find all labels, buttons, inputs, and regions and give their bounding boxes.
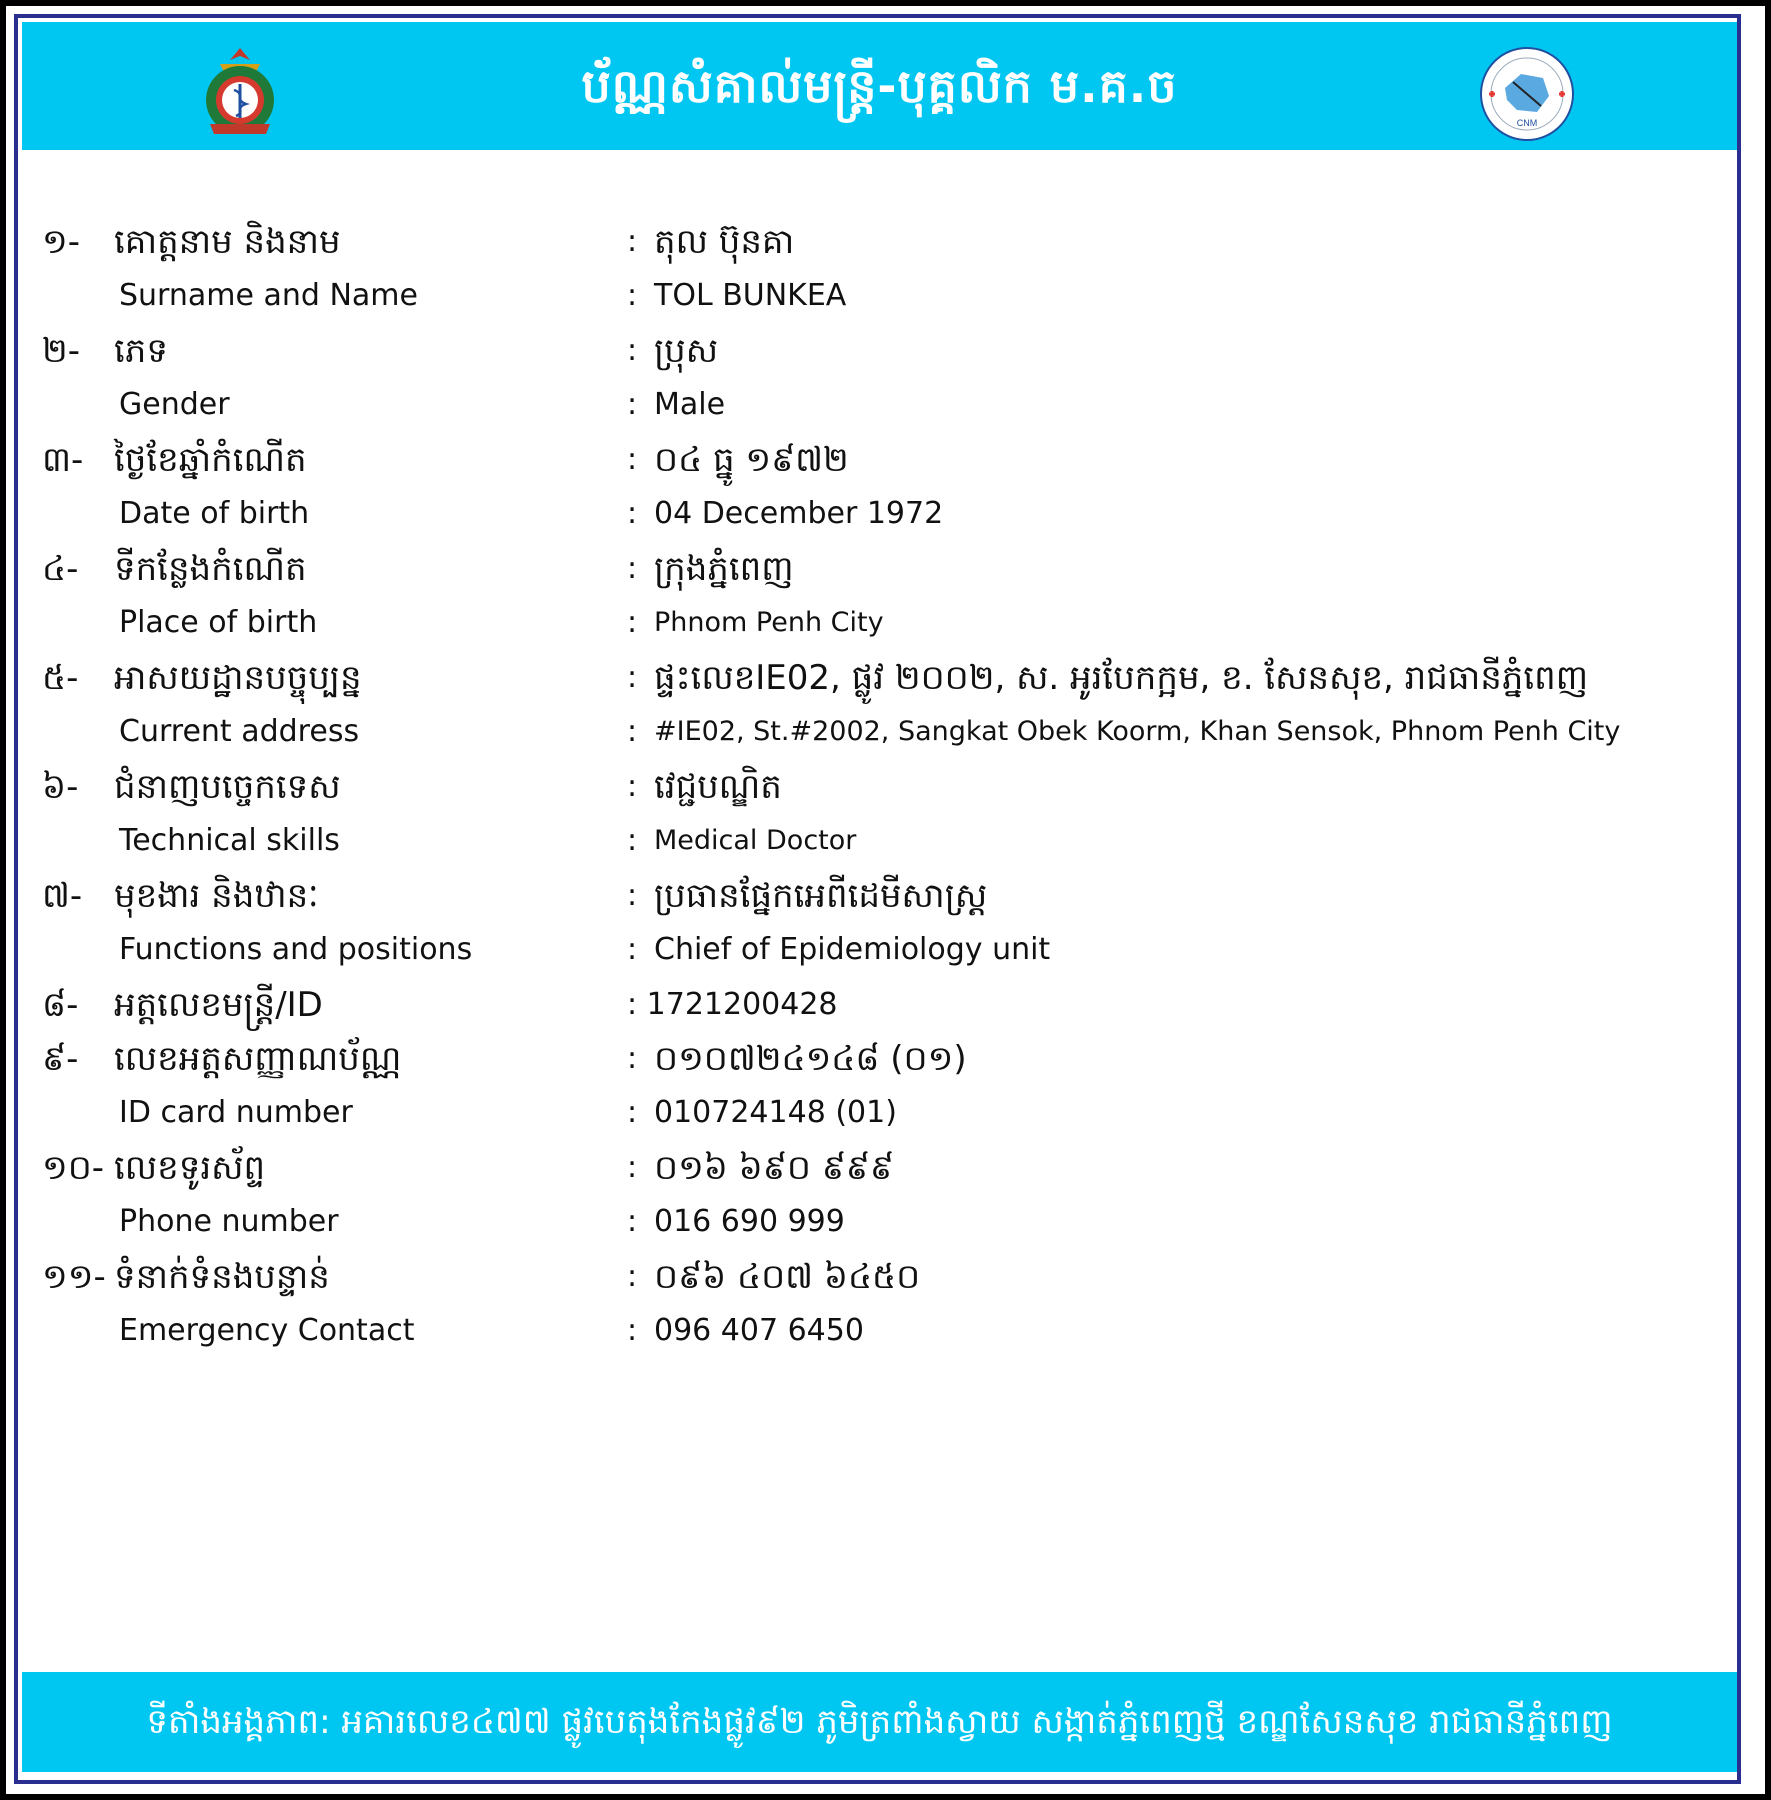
field-value-id: : 1721200428	[627, 987, 838, 1022]
field-number: ១០-	[42, 1148, 105, 1188]
field-colon: :	[627, 442, 638, 477]
footer-band	[22, 1672, 1737, 1772]
field-label-km: អត្តលេខមន្ត្រី/ID	[114, 985, 323, 1025]
field-row-en	[18, 1306, 1745, 1356]
field-colon: :	[627, 551, 638, 586]
field-value-en: 04 December 1972	[654, 496, 944, 531]
field-value-en: Male	[654, 387, 726, 422]
field-label-en: Gender	[119, 387, 230, 422]
field-row-en	[18, 271, 1745, 321]
field-colon: :	[627, 1313, 638, 1348]
field-number: ៩-	[42, 1039, 79, 1079]
field-value-km: ០១០៧២៤១៤៨ (០១)	[654, 1039, 967, 1079]
field-value-en: 016 690 999	[654, 1204, 845, 1239]
field-row-en	[18, 598, 1745, 648]
field-value-km: ប្រុស	[654, 331, 719, 371]
field-row-km	[18, 871, 1745, 921]
field-row-km	[18, 980, 1745, 1030]
field-row-en	[18, 816, 1745, 866]
field-label-en: Technical skills	[119, 823, 340, 858]
field-label-km: ថ្ងៃខែឆ្នាំកំណើត	[114, 440, 307, 480]
field-number: ១១-	[42, 1257, 106, 1297]
field-number: ៥-	[42, 658, 79, 698]
field-number: ៦-	[42, 767, 79, 807]
field-label-km: អាសយដ្ឋានបច្ចុប្បន្ន	[114, 658, 362, 698]
field-colon: :	[627, 496, 638, 531]
field-label-en: Emergency Contact	[119, 1313, 415, 1348]
field-label-en: Date of birth	[119, 496, 310, 531]
field-label-en: Functions and positions	[119, 932, 473, 967]
field-number: ៨-	[42, 985, 79, 1025]
field-row-km	[18, 217, 1745, 267]
field-number: ២-	[42, 331, 81, 371]
field-number: ៤-	[42, 549, 79, 589]
field-colon: :	[627, 932, 638, 967]
field-value-en: Medical Doctor	[654, 825, 857, 856]
card-title: ប័ណ្ណសំគាល់មន្ត្រី-បុគ្គលិក ម.គ.ច	[581, 59, 1178, 113]
ministry-emblem-icon	[190, 42, 290, 142]
field-colon: :	[627, 714, 638, 749]
field-row-en	[18, 489, 1745, 539]
field-colon: :	[627, 224, 638, 259]
field-label-km: ទីកន្លែងកំណើត	[114, 549, 307, 589]
field-colon: :	[627, 1259, 638, 1294]
field-value-km: ផ្ទះលេខIE02, ផ្លូវ ២០០២, ស. អូរបែកក្អម, ខ. សែនសុខ, រាជធានីភ្នំពេញ	[654, 658, 1589, 698]
field-row-en	[18, 1197, 1745, 1247]
field-row-km	[18, 435, 1745, 485]
field-label-km: លេខអត្តសញ្ញាណប័ណ្ណ	[114, 1039, 402, 1079]
field-row-en	[18, 380, 1745, 430]
field-number: ១-	[42, 222, 81, 262]
field-label-en: Place of birth	[119, 605, 318, 640]
field-colon: :	[627, 278, 638, 313]
field-value-km: ក្រុងភ្នំពេញ	[654, 549, 794, 589]
field-label-km: ជំនាញបច្ចេកទេស	[114, 767, 341, 807]
unit-address: ទីតាំងអង្គភាព: អគារលេខ៤៧៧ ផ្លូវបេតុងកែងផ្លូវ៩២ ភូមិត្រពាំងស្វាយ សង្កាត់ភ្នំពេញថ្មី ខណ្ឌសែនសុខ រាជធានីភ្នំពេញ	[146, 1702, 1613, 1742]
field-value-en: Phnom Penh City	[654, 607, 884, 638]
field-row-en	[18, 925, 1745, 975]
field-row-km	[18, 653, 1745, 703]
field-label-en: ID card number	[119, 1095, 353, 1130]
field-colon: :	[627, 1041, 638, 1076]
field-colon: :	[627, 823, 638, 858]
field-value-km: ០១៦ ៦៩០ ៩៩៩	[654, 1148, 894, 1188]
field-label-en: Phone number	[119, 1204, 339, 1239]
field-row-km	[18, 544, 1745, 594]
field-label-km: ទំនាក់ទំនងបន្ទាន់	[114, 1257, 330, 1297]
id-card	[14, 14, 1741, 1784]
field-row-en	[18, 1088, 1745, 1138]
field-value-km: វេជ្ជបណ្ឌិត	[654, 767, 782, 807]
cnm-logo-text: CNM	[1516, 118, 1538, 128]
field-value-en: 096 407 6450	[654, 1313, 864, 1348]
field-colon: :	[627, 660, 638, 695]
field-value-en: Chief of Epidemiology unit	[654, 932, 1051, 967]
field-colon: :	[627, 387, 638, 422]
field-colon: :	[627, 605, 638, 640]
field-colon: :	[627, 769, 638, 804]
header-band	[22, 22, 1737, 150]
field-label-en: Current address	[119, 714, 360, 749]
field-row-km	[18, 1143, 1745, 1193]
field-label-km: មុខងារ និងឋានៈ	[114, 876, 319, 916]
cnm-emblem-icon	[1477, 44, 1577, 144]
field-value-km: ០៤ ធ្នូ ១៩៧២	[654, 440, 849, 480]
field-colon: :	[627, 1095, 638, 1130]
field-label-km: គោត្តនាម និងនាម	[114, 222, 341, 262]
field-label-en: Surname and Name	[119, 278, 418, 313]
field-number: ៣-	[42, 440, 84, 480]
field-label-km: ភេទ	[114, 331, 168, 371]
field-value-km: ប្រធានផ្នែកអេពីដេមីសាស្ត្រ	[654, 876, 988, 916]
field-colon: :	[627, 1150, 638, 1185]
field-value-km: ០៩៦ ៤០៧ ៦៤៥០	[654, 1257, 921, 1297]
field-value-en: 010724148 (01)	[654, 1095, 897, 1130]
field-row-en	[18, 707, 1745, 757]
field-value-en: TOL BUNKEA	[654, 278, 847, 313]
field-colon: :	[627, 1204, 638, 1239]
field-row-km	[18, 1252, 1745, 1302]
field-row-km	[18, 762, 1745, 812]
field-row-km	[18, 1034, 1745, 1084]
field-number: ៧-	[42, 876, 83, 916]
field-colon: :	[627, 333, 638, 368]
field-colon: :	[627, 878, 638, 913]
field-value-km: តុល ប៊ុនគា	[654, 222, 795, 262]
field-row-km	[18, 326, 1745, 376]
field-label-km: លេខទូរស័ព្ទ	[114, 1148, 266, 1188]
field-value-en: #IE02, St.#2002, Sangkat Obek Koorm, Khan Sensok, Phnom Penh City	[654, 716, 1621, 747]
